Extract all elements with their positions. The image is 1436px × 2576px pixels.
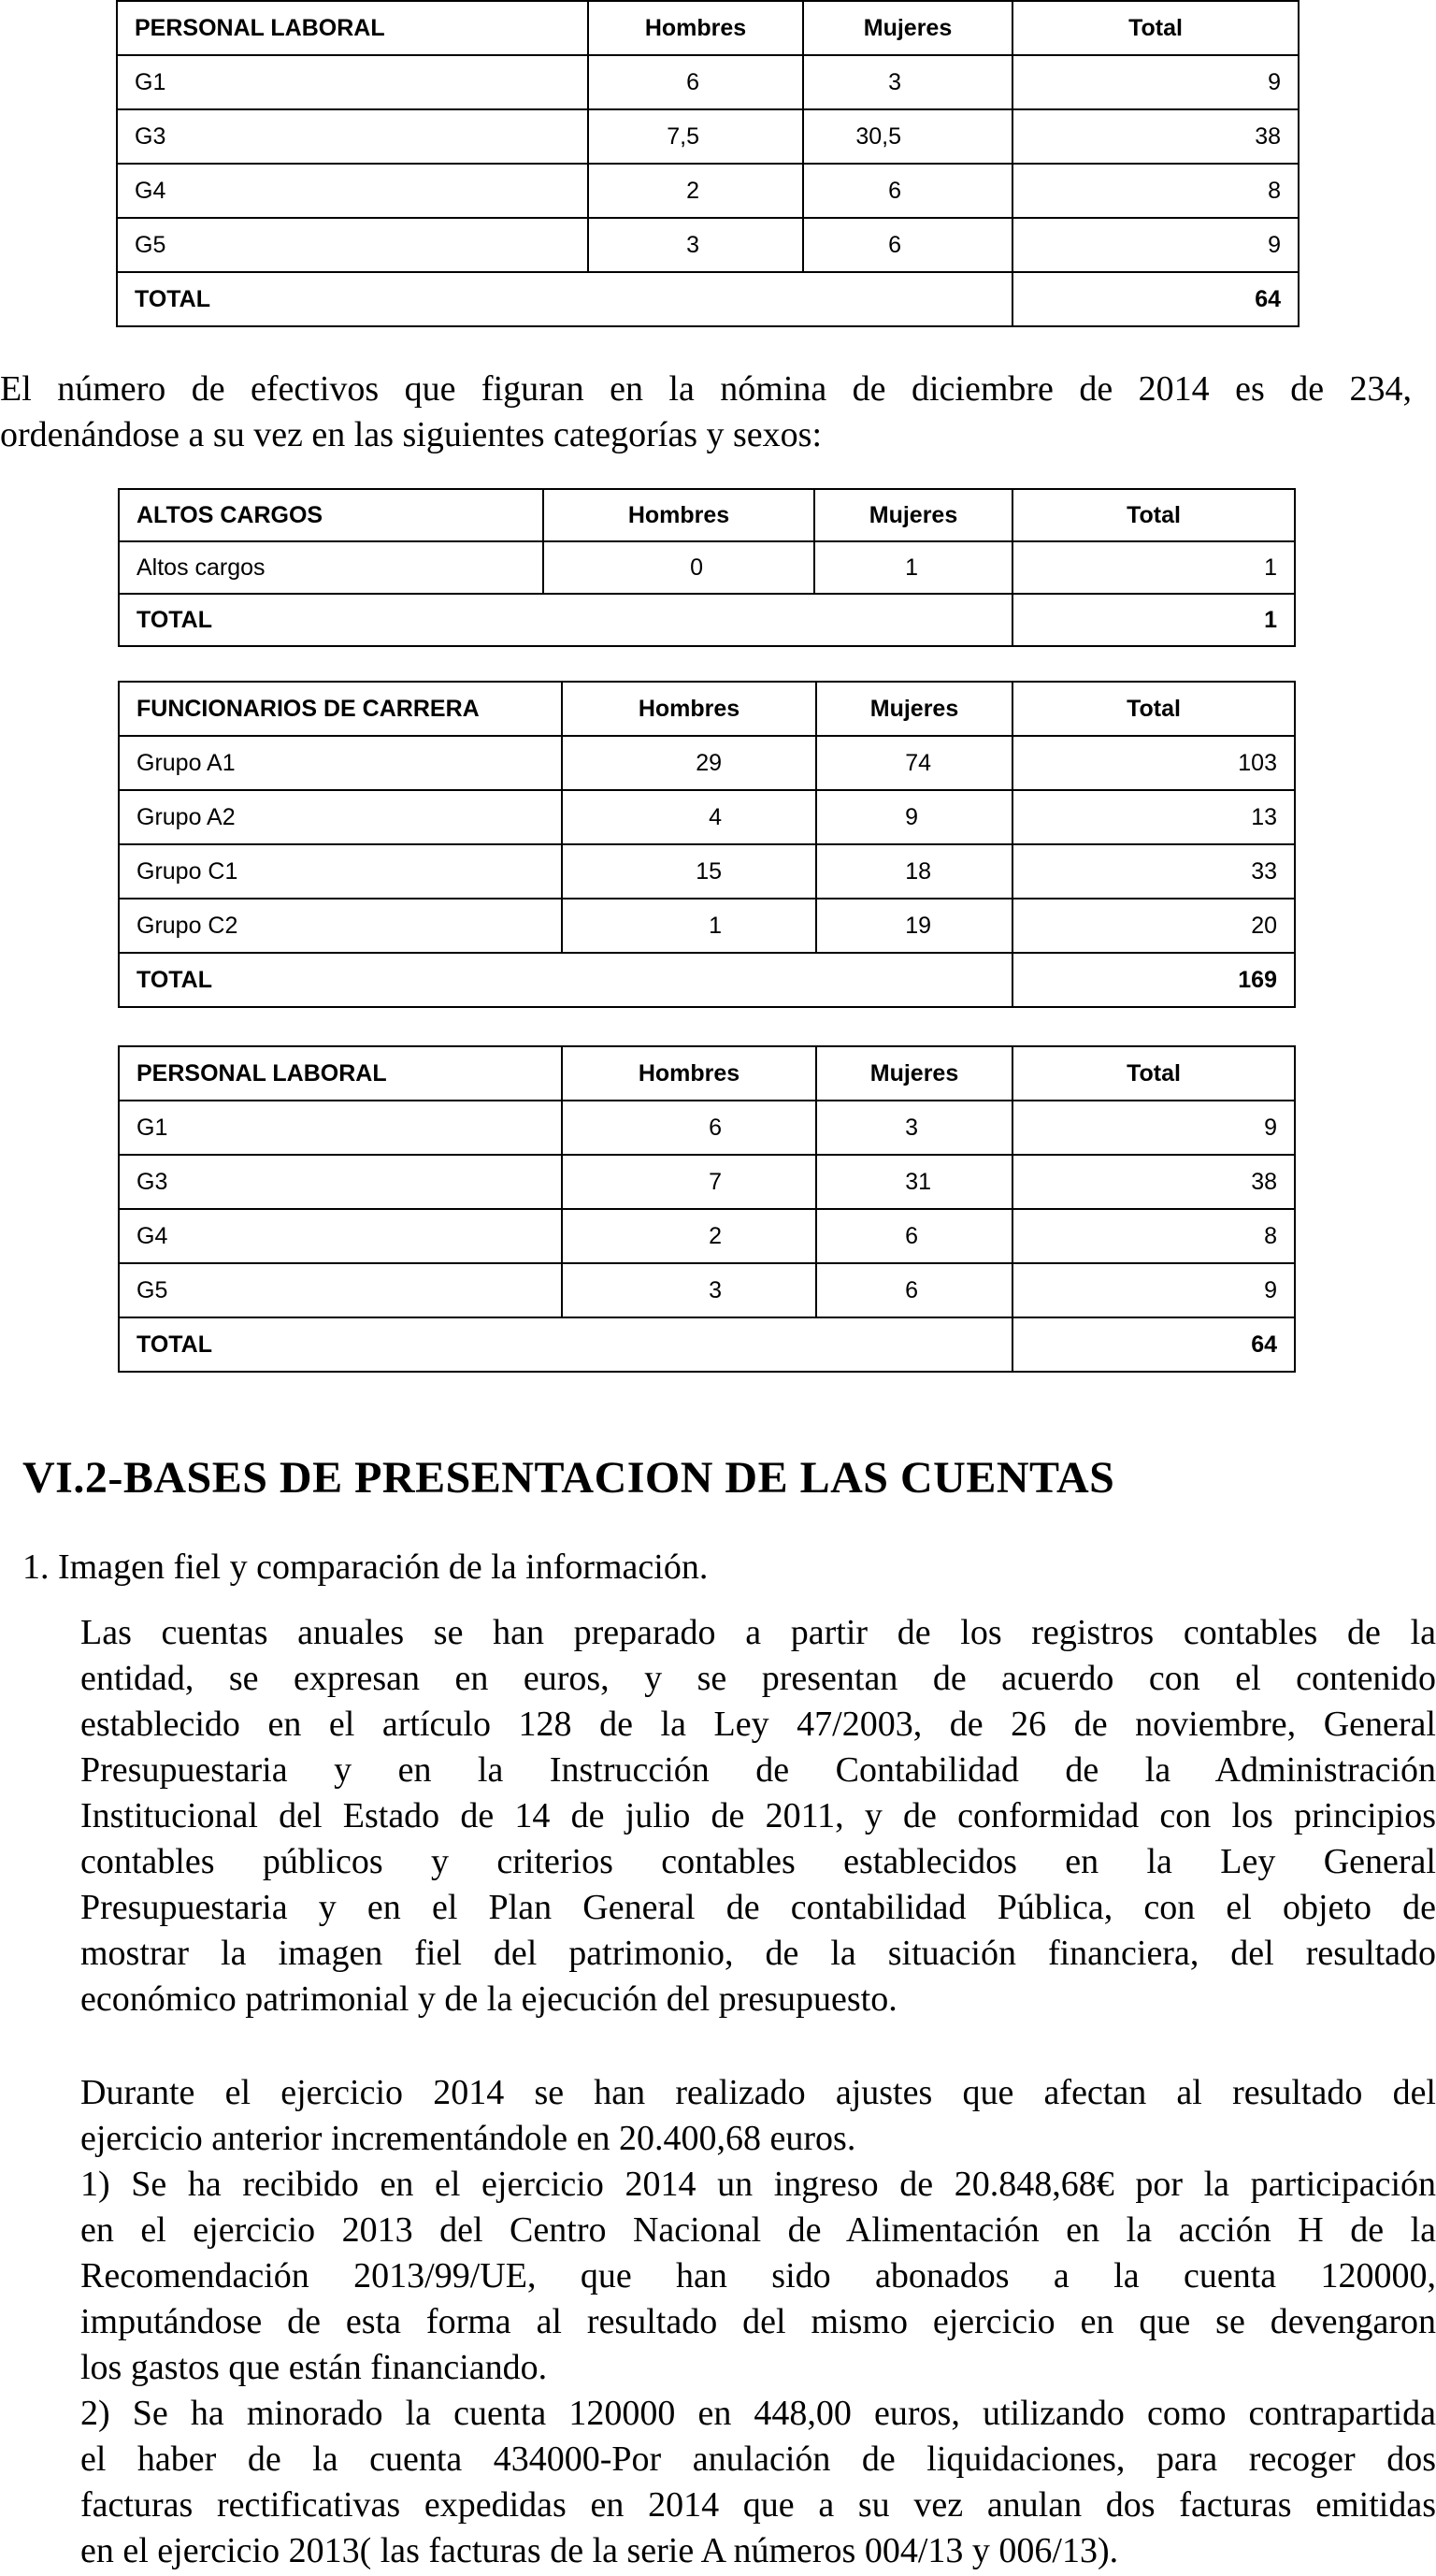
cell-category: G5 bbox=[117, 218, 588, 272]
cell-category: Grupo C2 bbox=[119, 899, 562, 953]
table-row bbox=[119, 899, 1295, 953]
table-row bbox=[119, 541, 1295, 594]
paragraph-imagen-fiel bbox=[80, 1610, 1436, 2022]
header-total: Total bbox=[1012, 489, 1295, 541]
total-value: 169 bbox=[1012, 953, 1295, 1007]
cell-mujeres: 30,5 bbox=[803, 109, 1012, 164]
cell-total: 9 bbox=[1012, 1263, 1295, 1317]
paragraph-line: contables públicos y criterios contables establecidos en la Ley General bbox=[80, 1842, 1436, 1881]
paragraph-line: en el ejercicio 2013( las facturas de la serie A números 004/13 y 006/13). bbox=[80, 2531, 1119, 2570]
cell-mujeres: 74 bbox=[816, 736, 1012, 790]
cell-total: 8 bbox=[1012, 1209, 1295, 1263]
section-title: VI.2-BASES DE PRESENTACION DE LAS CUENTAS bbox=[22, 1453, 1115, 1503]
table-total-row bbox=[119, 953, 1295, 1007]
table-row bbox=[117, 109, 1299, 164]
table-total-row bbox=[119, 1317, 1295, 1372]
table-row bbox=[119, 1263, 1295, 1317]
cell-mujeres: 6 bbox=[816, 1209, 1012, 1263]
paragraph-line: Institucional del Estado de 14 de julio de 2011, y de conformidad con los principios bbox=[80, 1796, 1436, 1835]
table-header-row bbox=[119, 1046, 1295, 1101]
paragraph-line: Presupuestaria y en la Instrucción de Contabilidad de la Administración bbox=[80, 1750, 1436, 1790]
table-altos-cargos bbox=[118, 488, 1296, 647]
paragraph-line: en el ejercicio 2013 del Centro Nacional de Alimentación en la acción H de la bbox=[80, 2210, 1436, 2250]
paragraph-ajustes bbox=[80, 2070, 1436, 2574]
cell-total: 33 bbox=[1012, 844, 1295, 899]
cell-mujeres: 6 bbox=[803, 164, 1012, 218]
cell-total: 13 bbox=[1012, 790, 1295, 844]
paragraph-line: económico patrimonial y de la ejecución del presupuesto. bbox=[80, 1979, 898, 2019]
table-row bbox=[119, 1155, 1295, 1209]
cell-mujeres: 6 bbox=[803, 218, 1012, 272]
paragraph-line: Recomendación 2013/99/UE, que han sido abonados a la cuenta 120000, bbox=[80, 2256, 1436, 2295]
cell-total: 9 bbox=[1012, 55, 1299, 109]
cell-category: Grupo C1 bbox=[119, 844, 562, 899]
paragraph-line: imputándose de esta forma al resultado del mismo ejercicio en que se devengaron bbox=[80, 2302, 1436, 2341]
cell-hombres: 7 bbox=[562, 1155, 816, 1209]
cell-mujeres: 31 bbox=[816, 1155, 1012, 1209]
cell-total: 38 bbox=[1012, 109, 1299, 164]
cell-category: G5 bbox=[119, 1263, 562, 1317]
table-personal-laboral bbox=[118, 1045, 1296, 1373]
header-total: Total bbox=[1012, 682, 1295, 736]
cell-hombres: 2 bbox=[562, 1209, 816, 1263]
table-row bbox=[119, 844, 1295, 899]
total-value: 64 bbox=[1012, 272, 1299, 326]
header-mujeres: Mujeres bbox=[816, 1046, 1012, 1101]
table-header-row bbox=[119, 682, 1295, 736]
table-header-row bbox=[117, 1, 1299, 55]
header-hombres: Hombres bbox=[543, 489, 814, 541]
cell-hombres: 3 bbox=[588, 218, 803, 272]
table-row bbox=[119, 736, 1295, 790]
header-total: Total bbox=[1012, 1, 1299, 55]
table-total-row bbox=[117, 272, 1299, 326]
paragraph-line: el haber de la cuenta 434000-Por anulación de liquidaciones, para recoger dos bbox=[80, 2439, 1436, 2479]
cell-category: G4 bbox=[117, 164, 588, 218]
cell-mujeres: 3 bbox=[816, 1101, 1012, 1155]
cell-hombres: 15 bbox=[562, 844, 816, 899]
paragraph-line: Las cuentas anuales se han preparado a partir de los registros contables de la bbox=[80, 1613, 1436, 1652]
item-heading: 1. Imagen fiel y comparación de la información. bbox=[22, 1547, 709, 1587]
cell-total: 103 bbox=[1012, 736, 1295, 790]
table-row bbox=[119, 1209, 1295, 1263]
intro-line-2: ordenándose a su vez en las siguientes categorías y sexos: bbox=[0, 415, 823, 454]
total-label: TOTAL bbox=[119, 953, 1012, 1007]
cell-mujeres: 1 bbox=[814, 541, 1012, 594]
header-category: PERSONAL LABORAL bbox=[119, 1046, 562, 1101]
header-category: PERSONAL LABORAL bbox=[117, 1, 588, 55]
header-category: ALTOS CARGOS bbox=[119, 489, 543, 541]
table-row bbox=[119, 790, 1295, 844]
paragraph-line: 1) Se ha recibido en el ejercicio 2014 un ingreso de 20.848,68€ por la participación bbox=[80, 2165, 1436, 2204]
cell-hombres: 3 bbox=[562, 1263, 816, 1317]
header-hombres: Hombres bbox=[562, 1046, 816, 1101]
header-hombres: Hombres bbox=[588, 1, 803, 55]
total-value: 64 bbox=[1012, 1317, 1295, 1372]
intro-line-1: El número de efectivos que figuran en la nómina de diciembre de 2014 es de 234, bbox=[0, 369, 1412, 409]
cell-category: Grupo A2 bbox=[119, 790, 562, 844]
paragraph-line: Durante el ejercicio 2014 se han realizado ajustes que afectan al resultado del bbox=[80, 2073, 1436, 2112]
cell-mujeres: 3 bbox=[803, 55, 1012, 109]
cell-total: 9 bbox=[1012, 218, 1299, 272]
cell-total: 20 bbox=[1012, 899, 1295, 953]
table-personal-laboral-previous bbox=[116, 0, 1300, 327]
total-label: TOTAL bbox=[119, 1317, 1012, 1372]
cell-total: 9 bbox=[1012, 1101, 1295, 1155]
table-funcionarios-carrera bbox=[118, 681, 1296, 1008]
cell-hombres: 0 bbox=[543, 541, 814, 594]
cell-mujeres: 9 bbox=[816, 790, 1012, 844]
paragraph-line: entidad, se expresan en euros, y se presentan de acuerdo con el contenido bbox=[80, 1659, 1436, 1698]
cell-category: G3 bbox=[119, 1155, 562, 1209]
table-row bbox=[117, 55, 1299, 109]
cell-hombres: 29 bbox=[562, 736, 816, 790]
cell-total: 1 bbox=[1012, 541, 1295, 594]
cell-hombres: 6 bbox=[562, 1101, 816, 1155]
table-row bbox=[119, 1101, 1295, 1155]
cell-hombres: 6 bbox=[588, 55, 803, 109]
table-total-row bbox=[119, 594, 1295, 646]
header-mujeres: Mujeres bbox=[803, 1, 1012, 55]
header-category: FUNCIONARIOS DE CARRERA bbox=[119, 682, 562, 736]
cell-category: Grupo A1 bbox=[119, 736, 562, 790]
cell-hombres: 4 bbox=[562, 790, 816, 844]
cell-hombres: 7,5 bbox=[588, 109, 803, 164]
total-value: 1 bbox=[1012, 594, 1295, 646]
paragraph-line: 2) Se ha minorado la cuenta 120000 en 448,00 euros, utilizando como contrapartida bbox=[80, 2394, 1436, 2433]
paragraph-line: facturas rectificativas expedidas en 2014 que a su vez anulan dos facturas emitidas bbox=[80, 2485, 1436, 2525]
cell-category: G4 bbox=[119, 1209, 562, 1263]
intro-paragraph bbox=[0, 367, 1412, 458]
cell-mujeres: 18 bbox=[816, 844, 1012, 899]
table-header-row bbox=[119, 489, 1295, 541]
cell-mujeres: 6 bbox=[816, 1263, 1012, 1317]
cell-category: G3 bbox=[117, 109, 588, 164]
paragraph-line: establecido en el artículo 128 de la Ley 47/2003, de 26 de noviembre, General bbox=[80, 1705, 1436, 1744]
paragraph-line: ejercicio anterior incrementándole en 20.400,68 euros. bbox=[80, 2119, 856, 2158]
cell-total: 8 bbox=[1012, 164, 1299, 218]
total-label: TOTAL bbox=[117, 272, 1012, 326]
cell-mujeres: 19 bbox=[816, 899, 1012, 953]
cell-hombres: 2 bbox=[588, 164, 803, 218]
header-total: Total bbox=[1012, 1046, 1295, 1101]
cell-category: G1 bbox=[119, 1101, 562, 1155]
cell-category: G1 bbox=[117, 55, 588, 109]
cell-hombres: 1 bbox=[562, 899, 816, 953]
cell-total: 38 bbox=[1012, 1155, 1295, 1209]
paragraph-line: los gastos que están financiando. bbox=[80, 2348, 548, 2387]
table-row bbox=[117, 164, 1299, 218]
total-label: TOTAL bbox=[119, 594, 1012, 646]
header-mujeres: Mujeres bbox=[814, 489, 1012, 541]
cell-category: Altos cargos bbox=[119, 541, 543, 594]
paragraph-line: Presupuestaria y en el Plan General de contabilidad Pública, con el objeto de bbox=[80, 1888, 1436, 1927]
header-hombres: Hombres bbox=[562, 682, 816, 736]
header-mujeres: Mujeres bbox=[816, 682, 1012, 736]
paragraph-line: mostrar la imagen fiel del patrimonio, de la situación financiera, del resultado bbox=[80, 1934, 1436, 1973]
table-row bbox=[117, 218, 1299, 272]
